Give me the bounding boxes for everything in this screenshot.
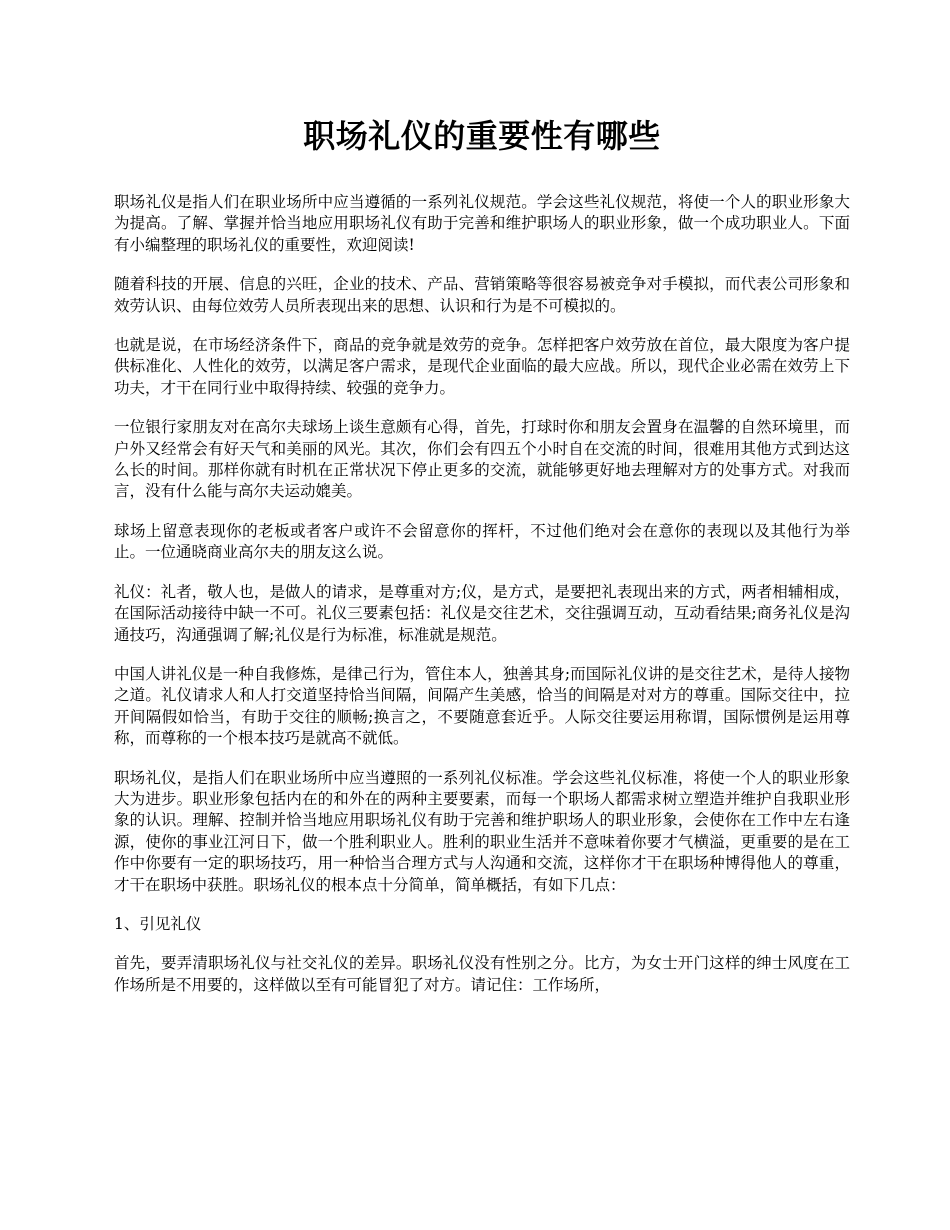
section-heading-1: 1、引见礼仪 [114, 914, 202, 933]
paragraph-7: 中国人讲礼仪是一种自我修炼，是律己行为，管住本人，独善其身;而国际礼仪讲的是交往艺术，是待人接物之道。礼仪请求人和人打交道坚持恰当间隔，间隔产生美感，恰当的间隔是对对方的尊重。国际交往中，拉开间隔假如恰当，有助于交往的顺畅;换言之，不要随意套近乎。人际交往要运用称谓，国际惯例是运用尊称，而尊称的一个根本技巧是就高不就低。 [114, 664, 850, 748]
paragraph-6: 礼仪：礼者，敬人也，是做人的请求，是尊重对方;仪，是方式，是要把礼表现出来的方式，两者相辅相成，在国际活动接待中缺一不可。礼仪三要素包括：礼仪是交往艺术，交往强调互动，互动看结果;商务礼仪是沟通技巧，沟通强调了解;礼仪是行为标准，标准就是规范。 [114, 582, 850, 644]
paragraph-3: 也就是说，在市场经济条件下，商品的竞争就是效劳的竞争。怎样把客户效劳放在首位，最大限度为客户提供标准化、人性化的效劳，以满足客户需求，是现代企业面临的最大应战。所以，现代企业必需在效劳上下功夫，才干在同行业中取得持续、较强的竞争力。 [114, 336, 850, 397]
paragraph-2: 随着科技的开展、信息的兴旺，企业的技术、产品、营销策略等很容易被竞争对手模拟，而代表公司形象和效劳认识、由每位效劳人员所表现出来的思想、认识和行为是不可模拟的。 [114, 275, 850, 315]
paragraph-1: 职场礼仪是指人们在职业场所中应当遵循的一系列礼仪规范。学会这些礼仪规范，将使一个人的职业形象大为提高。了解、掌握并恰当地应用职场礼仪有助于完善和维护职场人的职业形象，做一个成功职业人。下面有小编整理的职场礼仪的重要性，欢迎阅读! [114, 193, 850, 254]
document-title: 职场礼仪的重要性有哪些 [303, 117, 661, 155]
paragraph-8: 职场礼仪，是指人们在职业场所中应当遵照的一系列礼仪标准。学会这些礼仪标准，将使一个人的职业形象大为进步。职业形象包括内在的和外在的两种主要要素，而每一个职场人都需求树立塑造并维护自我职业形象的认识。理解、控制并恰当地应用职场礼仪有助于完善和维护职场人的职业形象，会使你在工作中左右逢源，使你的事业江河日下，做一个胜利职业人。胜利的职业生活并不意味着你要才气横溢，更重要的是在工作中你要有一定的职场技巧，用一种恰当合理方式与人沟通和交流，这样你才干在职场种博得他人的尊重，才干在职场中获胜。职场礼仪的根本点十分简单，简单概括，有如下几点： [114, 768, 850, 894]
paragraph-4: 一位银行家朋友对在高尔夫球场上谈生意颇有心得，首先，打球时你和朋友会置身在温馨的自然环境里，而户外又经常会有好天气和美丽的风光。其次，你们会有四五个小时自在交流的时间，很难用其他方式到达这么长的时间。那样你就有时机在正常状况下停止更多的交流，就能够更好地去理解对方的处事方式。对我而言，没有什么能与高尔夫运动媲美。 [114, 418, 850, 501]
document-page [114, 108, 850, 1014]
paragraph-5: 球场上留意表现你的老板或者客户或许不会留意你的挥杆，不过他们绝对会在意你的表现以及其他行为举止。一位通晓商业高尔夫的朋友这么说。 [114, 521, 850, 562]
paragraph-9: 首先，要弄清职场礼仪与社交礼仪的差异。职场礼仪没有性别之分。比方，为女士开门这样的绅士风度在工作场所是不用要的，这样做以至有可能冒犯了对方。请记住：工作场所， [114, 954, 850, 994]
